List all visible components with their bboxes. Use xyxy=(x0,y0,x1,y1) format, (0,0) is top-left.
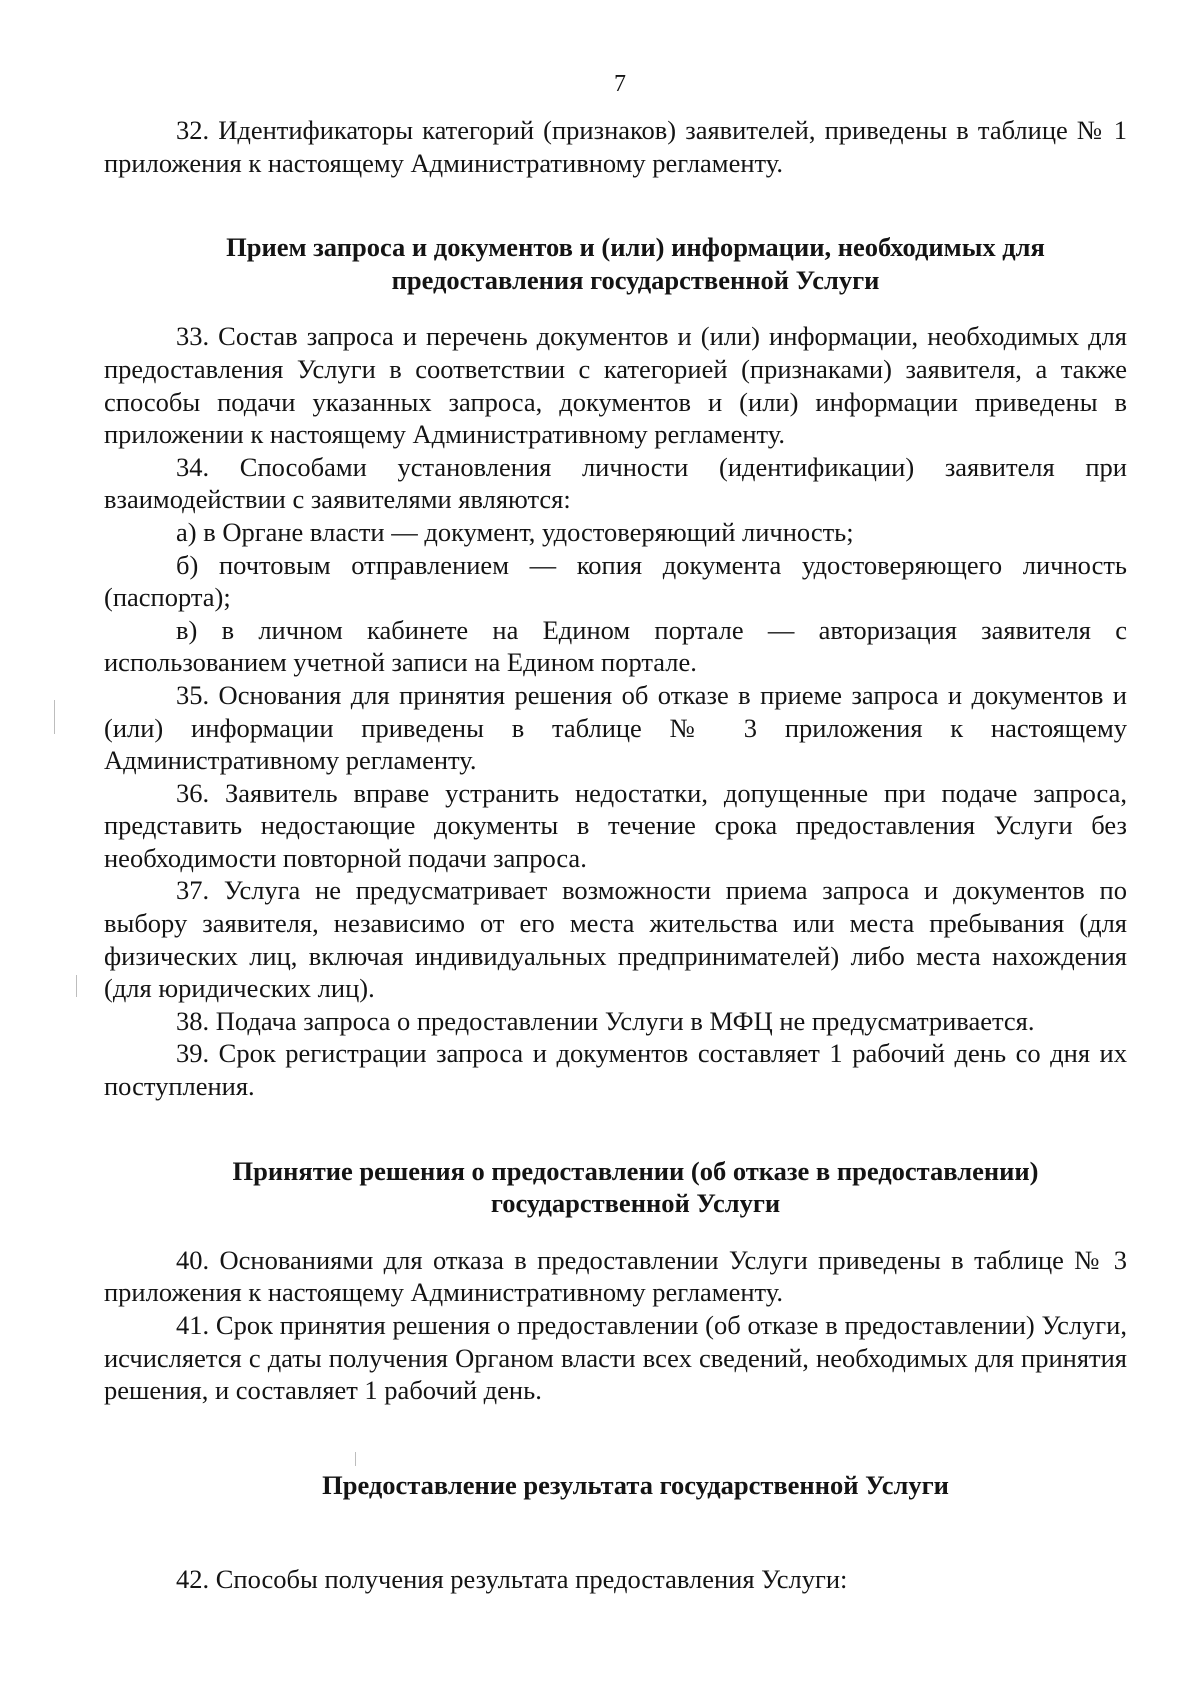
document-body xyxy=(104,114,1127,1596)
spacer xyxy=(104,1220,1127,1244)
list-item-c: в) в личном кабинете на Едином портале — авторизация заявителя с использованием учетной записи на Едином портале. xyxy=(104,614,1127,678)
paragraph-36: 36. Заявитель вправе устранить недостатки, допущенные при подаче запроса, представить недостающие документы в течение срока предоставления Услуги без необходимости повторной подачи запроса. xyxy=(104,777,1127,873)
scan-artifact xyxy=(76,975,77,997)
section-heading-result: Предоставление результата государственной Услуги xyxy=(322,1469,949,1500)
scan-artifact xyxy=(54,700,55,734)
spacer xyxy=(104,1103,1127,1155)
paragraph-42: 42. Способы получения результата предоставления Услуги: xyxy=(176,1564,848,1595)
spacer xyxy=(104,1407,1127,1469)
section-heading-decision: Принятие решения о предоставлении (об отказе в предоставлении) государственной Услуги xyxy=(232,1155,1039,1219)
page-number: 7 xyxy=(614,71,626,97)
paragraph-33: 33. Состав запроса и перечень документов и (или) информации, необходимых для предоставления Услуги в соответствии с категорией (признаками) заявителя, а также способы подачи указанных запроса, документов и (или) информации приведены в приложении к настоящему Административному регламенту. xyxy=(104,321,1127,450)
paragraph-39: 39. Срок регистрации запроса и документов составляет 1 рабочий день со дня их поступления. xyxy=(104,1038,1127,1102)
spacer xyxy=(104,1501,1127,1563)
list-item-a: а) в Органе власти — документ, удостоверяющий личность; xyxy=(176,516,854,547)
list-item-b: б) почтовым отправлением — копия документа удостоверяющего личность (паспорта); xyxy=(104,549,1127,613)
paragraph-40: 40. Основаниями для отказа в предоставлении Услуги приведены в таблице № 3 приложения к настоящему Административному регламенту. xyxy=(104,1244,1127,1308)
paragraph-38: 38. Подача запроса о предоставлении Услуги в МФЦ не предусматривается. xyxy=(176,1005,1035,1036)
paragraph-41: 41. Срок принятия решения о предоставлении (об отказе в предоставлении) Услуги, исчисляется с даты получения Органом власти всех сведений, необходимых для принятия решения, и составляет 1 рабочий день. xyxy=(104,1310,1127,1406)
spacer xyxy=(104,296,1127,320)
paragraph-34: 34. Способами установления личности (идентификации) заявителя при взаимодействии с заявителями являются: xyxy=(104,451,1127,515)
spacer xyxy=(104,179,1127,231)
paragraph-37: 37. Услуга не предусматривает возможности приема запроса и документов по выбору заявителя, независимо от его места жительства или места пребывания (для физических лиц, включая индивидуальных предпринимателей) либо места нахождения (для юридических лиц). xyxy=(104,875,1127,1004)
scan-artifact xyxy=(355,1452,356,1466)
paragraph-35: 35. Основания для принятия решения об отказе в приеме запроса и документов и (или) информации приведены в таблице № 3 приложения к настоящему Административному регламенту. xyxy=(104,679,1127,776)
paragraph-32: 32. Идентификаторы категорий (признаков) заявителей, приведены в таблице № 1 приложения к настоящему Административному регламенту. xyxy=(104,115,1127,178)
section-heading-request-intake: Прием запроса и документов и (или) информации, необходимых для предоставления государственной Услуги xyxy=(226,232,1045,295)
